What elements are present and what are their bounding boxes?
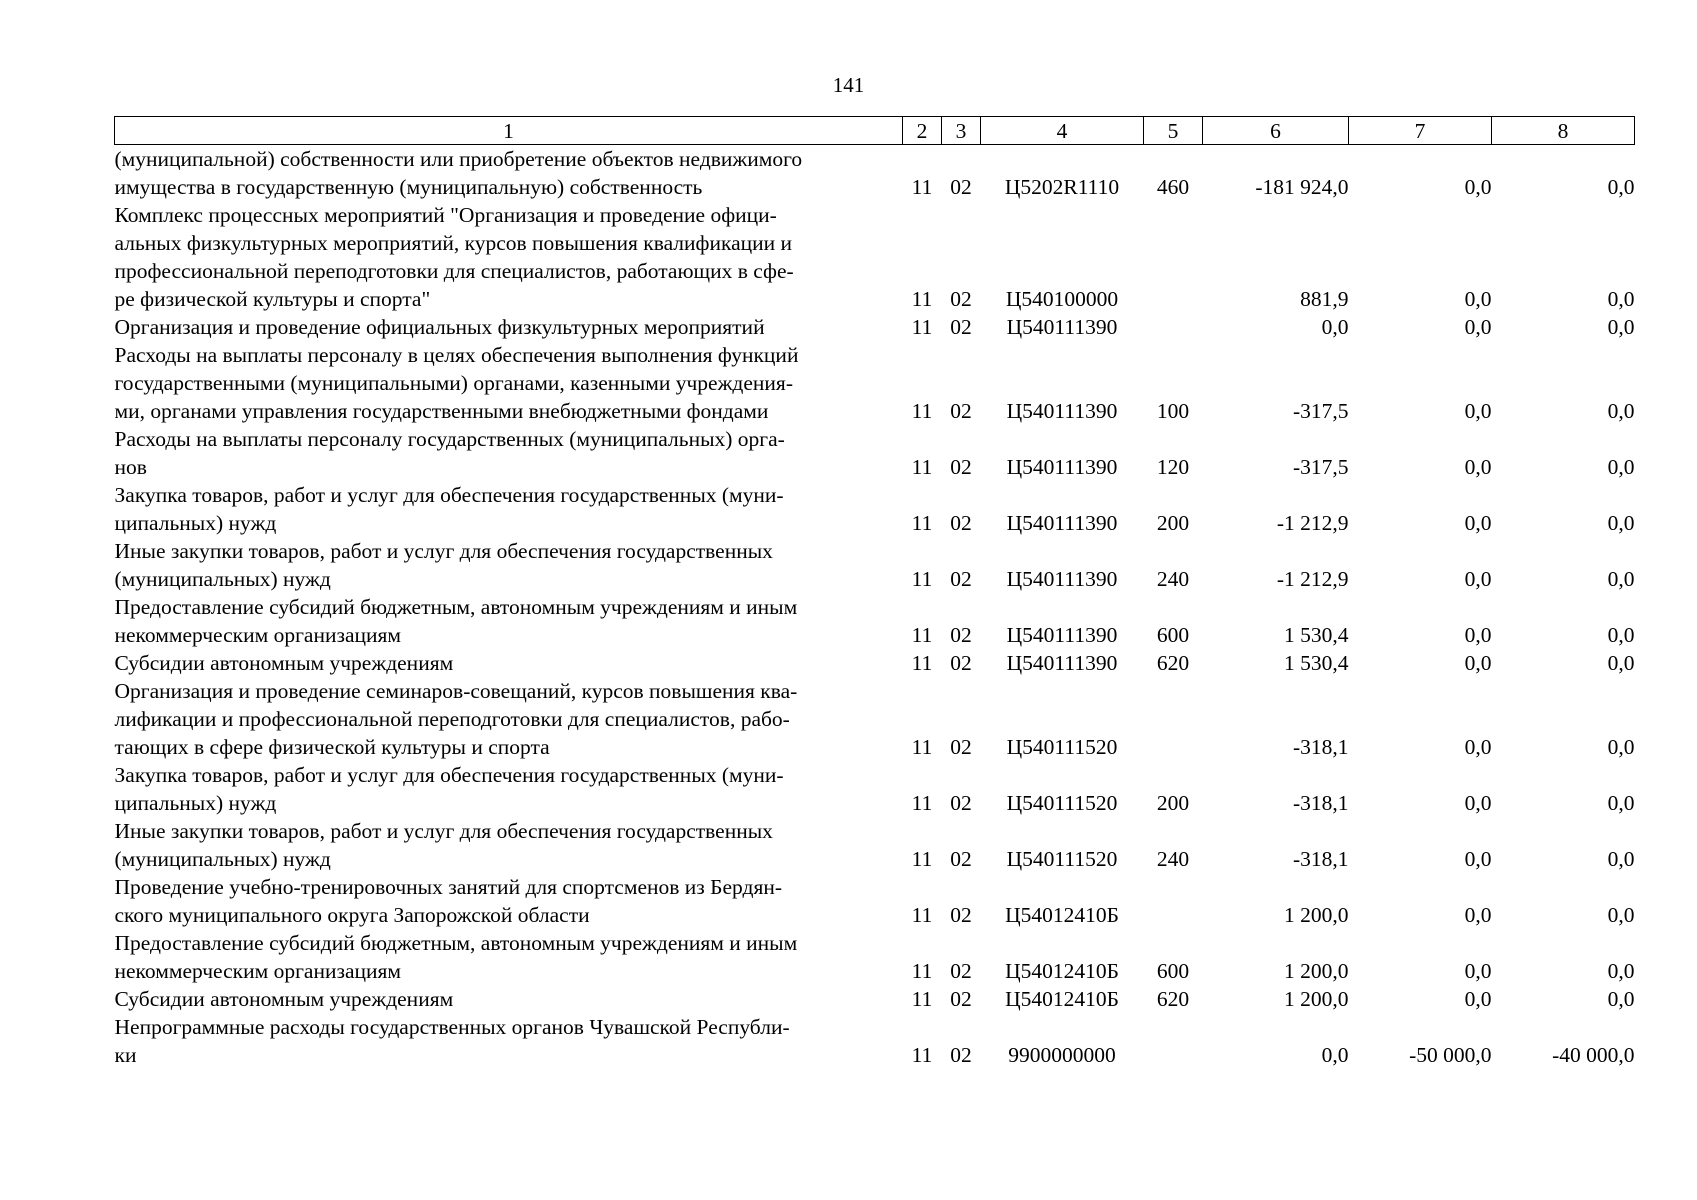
row-description — [115, 481, 903, 537]
row-description — [115, 593, 903, 649]
table-row — [115, 341, 1635, 425]
table-row — [115, 873, 1635, 929]
table-row — [115, 537, 1635, 593]
description-line: государственными (муниципальными) органами, казенными учреждения- — [114, 371, 793, 395]
description-line: Проведение учебно-тренировочных занятий для спортсменов из Бердян- — [114, 875, 782, 899]
expense-type-code: 600 — [1156, 623, 1190, 647]
target-article-code: Ц54012410Б — [1005, 987, 1119, 1011]
row-description — [115, 425, 903, 481]
table-row — [115, 593, 1635, 649]
description-line: альных физкультурных мероприятий, курсов повышения квалификации и — [114, 231, 793, 255]
amount-col-6: -317,5 — [1292, 399, 1349, 423]
table-row — [115, 649, 1635, 677]
subsection-code: 02 — [950, 399, 972, 423]
target-article-code: Ц540111390 — [1006, 455, 1118, 479]
description-line: ки — [114, 1043, 137, 1067]
page-number: 141 — [832, 73, 865, 97]
table-header-row — [115, 117, 1635, 145]
amount-col-8: 0,0 — [1607, 511, 1635, 535]
subsection-code: 02 — [950, 959, 972, 983]
section-code: 11 — [911, 791, 933, 815]
description-line: лификации и профессиональной переподготовки для специалистов, рабо- — [114, 707, 790, 731]
subsection-code: 02 — [950, 791, 972, 815]
subsection-code: 02 — [950, 315, 972, 339]
section-code: 11 — [911, 455, 933, 479]
amount-col-8: 0,0 — [1607, 903, 1635, 927]
amount-col-6: -318,1 — [1292, 847, 1349, 871]
description-line: имущества в государственную (муниципальную) собственность — [114, 175, 703, 199]
row-description — [115, 985, 903, 1013]
amount-col-8: 0,0 — [1607, 651, 1635, 675]
description-line: (муниципальной) собственности или приобретение объектов недвижимого — [114, 147, 803, 171]
target-article-code: Ц5202R1110 — [1004, 175, 1120, 199]
expense-type-code: 240 — [1156, 567, 1190, 591]
description-line: (муниципальных) нужд — [114, 567, 331, 591]
description-line: Непрограммные расходы государственных органов Чувашской Республи- — [114, 1015, 790, 1039]
amount-col-7: 0,0 — [1464, 315, 1492, 339]
amount-col-6: 0,0 — [1321, 315, 1349, 339]
column-header-5: 5 — [1144, 117, 1203, 145]
amount-col-6: -181 924,0 — [1255, 175, 1349, 199]
amount-col-8: -40 000,0 — [1552, 1043, 1635, 1067]
row-description — [115, 929, 903, 985]
description-line: Комплекс процессных мероприятий "Организация и проведение офици- — [114, 203, 777, 227]
description-line: ципальных) нужд — [114, 511, 277, 535]
description-line: нов — [114, 455, 147, 479]
amount-col-7: 0,0 — [1464, 903, 1492, 927]
expense-type-code: 620 — [1156, 651, 1190, 675]
section-code: 11 — [911, 511, 933, 535]
description-line: Организация и проведение семинаров-совещаний, курсов повышения ква- — [114, 679, 798, 703]
amount-col-8: 0,0 — [1607, 399, 1635, 423]
table-body — [115, 145, 1635, 1070]
expense-type-code: 600 — [1156, 959, 1190, 983]
target-article-code: Ц54012410Б — [1005, 959, 1119, 983]
expense-type-code: 620 — [1156, 987, 1190, 1011]
description-line: Закупка товаров, работ и услуг для обеспечения государственных (муни- — [114, 763, 784, 787]
table-row — [115, 481, 1635, 537]
description-line: Иные закупки товаров, работ и услуг для обеспечения государственных — [114, 819, 773, 843]
row-description — [115, 677, 903, 761]
description-line: некоммерческим организациям — [114, 959, 401, 983]
column-header-7: 7 — [1349, 117, 1492, 145]
description-line: Расходы на выплаты персоналу государственных (муниципальных) орга- — [114, 427, 785, 451]
subsection-code: 02 — [950, 175, 972, 199]
column-header-1: 1 — [115, 117, 903, 145]
target-article-code: Ц540111390 — [1006, 567, 1118, 591]
amount-col-7: 0,0 — [1464, 847, 1492, 871]
section-code: 11 — [911, 959, 933, 983]
description-line: Иные закупки товаров, работ и услуг для обеспечения государственных — [114, 539, 773, 563]
row-description — [115, 145, 903, 202]
row-description — [115, 873, 903, 929]
amount-col-8: 0,0 — [1607, 623, 1635, 647]
column-header-4: 4 — [981, 117, 1144, 145]
amount-col-6: 1 530,4 — [1284, 651, 1349, 675]
subsection-code: 02 — [950, 287, 972, 311]
target-article-code: Ц540111520 — [1006, 735, 1118, 759]
amount-col-7: 0,0 — [1464, 511, 1492, 535]
description-line: Предоставление субсидий бюджетным, автономным учреждениям и иным — [114, 931, 798, 955]
table-row — [115, 677, 1635, 761]
amount-col-6: 1 200,0 — [1284, 959, 1349, 983]
subsection-code: 02 — [950, 903, 972, 927]
section-code: 11 — [911, 175, 933, 199]
amount-col-7: 0,0 — [1464, 987, 1492, 1011]
subsection-code: 02 — [950, 1043, 972, 1067]
subsection-code: 02 — [950, 455, 972, 479]
amount-col-8: 0,0 — [1607, 735, 1635, 759]
expense-type-code — [1144, 1013, 1203, 1069]
table-row — [115, 985, 1635, 1013]
amount-col-7: 0,0 — [1464, 791, 1492, 815]
expense-type-code — [1144, 201, 1203, 313]
column-header-6: 6 — [1203, 117, 1349, 145]
expense-type-code: 100 — [1156, 399, 1190, 423]
section-code: 11 — [911, 847, 933, 871]
section-code: 11 — [911, 567, 933, 591]
subsection-code: 02 — [950, 623, 972, 647]
expense-type-code: 200 — [1156, 511, 1190, 535]
table-row — [115, 1013, 1635, 1069]
description-line: Организация и проведение официальных физкультурных мероприятий — [114, 315, 765, 339]
budget-table — [114, 116, 1635, 1069]
section-code: 11 — [911, 287, 933, 311]
target-article-code: Ц540111520 — [1006, 791, 1118, 815]
section-code: 11 — [911, 651, 933, 675]
target-article-code: 9900000000 — [1008, 1043, 1116, 1067]
table-row — [115, 929, 1635, 985]
section-code: 11 — [911, 315, 933, 339]
amount-col-7: 0,0 — [1464, 623, 1492, 647]
amount-col-6: 1 530,4 — [1284, 623, 1349, 647]
row-description — [115, 1013, 903, 1069]
description-line: Закупка товаров, работ и услуг для обеспечения государственных (муни- — [114, 483, 784, 507]
subsection-code: 02 — [950, 651, 972, 675]
amount-col-7: 0,0 — [1464, 735, 1492, 759]
description-line: Субсидии автономным учреждениям — [114, 987, 454, 1011]
description-line: (муниципальных) нужд — [114, 847, 331, 871]
amount-col-7: 0,0 — [1464, 175, 1492, 199]
amount-col-7: 0,0 — [1464, 455, 1492, 479]
description-line: Расходы на выплаты персоналу в целях обеспечения выполнения функций — [114, 343, 799, 367]
description-line: профессиональной переподготовки для специалистов, работающих в сфе- — [114, 259, 794, 283]
row-description — [115, 817, 903, 873]
table-row — [115, 201, 1635, 313]
target-article-code: Ц540111390 — [1006, 315, 1118, 339]
amount-col-8: 0,0 — [1607, 567, 1635, 591]
amount-col-8: 0,0 — [1607, 847, 1635, 871]
row-description — [115, 761, 903, 817]
expense-type-code: 200 — [1156, 791, 1190, 815]
amount-col-6: -318,1 — [1292, 791, 1349, 815]
amount-col-8: 0,0 — [1607, 175, 1635, 199]
table-row — [115, 817, 1635, 873]
target-article-code: Ц540111390 — [1006, 651, 1118, 675]
amount-col-8: 0,0 — [1607, 791, 1635, 815]
amount-col-8: 0,0 — [1607, 987, 1635, 1011]
expense-type-code — [1144, 873, 1203, 929]
target-article-code: Ц540100000 — [1005, 287, 1119, 311]
amount-col-6: 881,9 — [1300, 287, 1349, 311]
amount-col-7: 0,0 — [1464, 287, 1492, 311]
description-line: ского муниципального округа Запорожской области — [114, 903, 590, 927]
amount-col-8: 0,0 — [1607, 959, 1635, 983]
description-line: Субсидии автономным учреждениям — [114, 651, 454, 675]
description-line: ре физической культуры и спорта" — [114, 287, 431, 311]
amount-col-6: 1 200,0 — [1284, 903, 1349, 927]
amount-col-6: -318,1 — [1292, 735, 1349, 759]
subsection-code: 02 — [950, 567, 972, 591]
column-header-2: 2 — [903, 117, 942, 145]
row-description — [115, 649, 903, 677]
table-row — [115, 145, 1635, 202]
target-article-code: Ц540111390 — [1006, 511, 1118, 535]
target-article-code: Ц540111390 — [1006, 399, 1118, 423]
column-header-3: 3 — [942, 117, 981, 145]
section-code: 11 — [911, 987, 933, 1011]
amount-col-6: -1 212,9 — [1276, 511, 1349, 535]
subsection-code: 02 — [950, 511, 972, 535]
section-code: 11 — [911, 399, 933, 423]
target-article-code: Ц54012410Б — [1005, 903, 1119, 927]
table-row — [115, 313, 1635, 341]
amount-col-7: 0,0 — [1464, 399, 1492, 423]
table-row — [115, 425, 1635, 481]
amount-col-6: 1 200,0 — [1284, 987, 1349, 1011]
amount-col-6: 0,0 — [1321, 1043, 1349, 1067]
section-code: 11 — [911, 1043, 933, 1067]
subsection-code: 02 — [950, 847, 972, 871]
amount-col-8: 0,0 — [1607, 455, 1635, 479]
target-article-code: Ц540111520 — [1006, 847, 1118, 871]
section-code: 11 — [911, 735, 933, 759]
row-description — [115, 201, 903, 313]
amount-col-6: -317,5 — [1292, 455, 1349, 479]
subsection-code: 02 — [950, 987, 972, 1011]
expense-type-code: 120 — [1156, 455, 1190, 479]
expense-type-code — [1144, 313, 1203, 341]
section-code: 11 — [911, 623, 933, 647]
row-description — [115, 341, 903, 425]
amount-col-7: -50 000,0 — [1409, 1043, 1492, 1067]
description-line: Предоставление субсидий бюджетным, автономным учреждениям и иным — [114, 595, 798, 619]
description-line: ми, органами управления государственными внебюджетными фондами — [114, 399, 769, 423]
expense-type-code — [1144, 677, 1203, 761]
amount-col-7: 0,0 — [1464, 567, 1492, 591]
amount-col-6: -1 212,9 — [1276, 567, 1349, 591]
amount-col-7: 0,0 — [1464, 959, 1492, 983]
description-line: тающих в сфере физической культуры и спорта — [114, 735, 550, 759]
section-code: 11 — [911, 903, 933, 927]
amount-col-8: 0,0 — [1607, 287, 1635, 311]
row-description — [115, 537, 903, 593]
description-line: ципальных) нужд — [114, 791, 277, 815]
expense-type-code: 460 — [1156, 175, 1190, 199]
column-header-8: 8 — [1492, 117, 1635, 145]
table-row — [115, 761, 1635, 817]
subsection-code: 02 — [950, 735, 972, 759]
amount-col-7: 0,0 — [1464, 651, 1492, 675]
target-article-code: Ц540111390 — [1006, 623, 1118, 647]
description-line: некоммерческим организациям — [114, 623, 401, 647]
amount-col-8: 0,0 — [1607, 315, 1635, 339]
row-description — [115, 313, 903, 341]
expense-type-code: 240 — [1156, 847, 1190, 871]
